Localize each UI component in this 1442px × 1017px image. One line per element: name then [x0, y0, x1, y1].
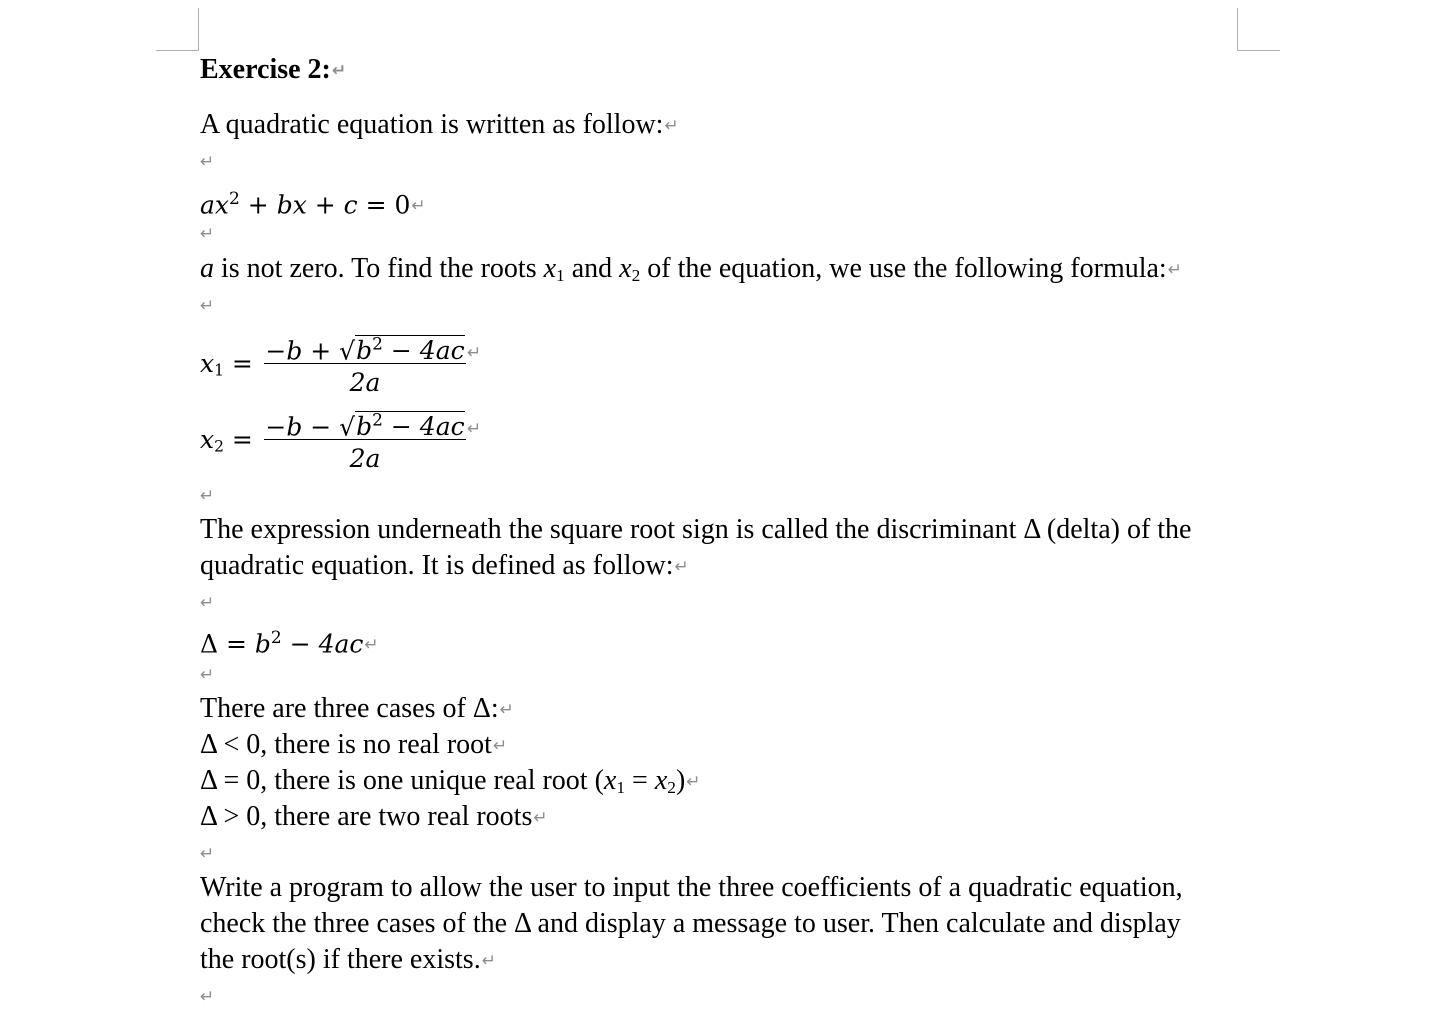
radicand: [355, 411, 465, 441]
variable-x: x: [200, 425, 215, 454]
plus-sign: +: [306, 190, 344, 220]
square-root: [339, 327, 464, 369]
radical-sign-icon: √: [339, 412, 356, 442]
task-paragraph-line3[interactable]: [200, 942, 496, 981]
variable-x: x: [654, 765, 668, 796]
formula-x2-fraction: [264, 403, 466, 476]
intro-text: A quadratic equation is written as follow:: [200, 109, 664, 140]
paragraph-mark-icon: ↵: [664, 116, 679, 136]
task-text: Write a program to allow the user to input the three coefficients of a quadratic equation,: [200, 872, 1183, 903]
exponent: 2: [372, 411, 383, 431]
closing-paren: ): [675, 765, 686, 796]
paragraph-mark-icon: ↵: [200, 987, 215, 1007]
radicand-rest: − 4ac: [382, 336, 465, 366]
coefficient-b: b: [276, 190, 293, 220]
equals-sign: =: [223, 425, 253, 454]
paragraph-mark-icon: ↵: [331, 61, 347, 81]
paragraph-mark-icon: ↵: [200, 593, 215, 613]
roots-paragraph[interactable]: [200, 251, 1182, 294]
empty-paragraph[interactable]: [200, 143, 214, 182]
numerator-prefix: −b +: [265, 336, 340, 366]
equals-sign: =: [357, 190, 395, 220]
radical-sign-icon: √: [339, 336, 356, 366]
variable-x: x: [214, 190, 230, 220]
radicand: [355, 335, 465, 365]
empty-paragraph[interactable]: [200, 215, 214, 254]
paragraph-mark-icon: ↵: [364, 635, 379, 656]
roots-text-part2: of the equation, we use the following formula:: [640, 253, 1167, 284]
formula-x1-numerator: [264, 327, 466, 366]
radicand-rest: − 4ac: [382, 412, 465, 442]
variable-x: x: [603, 765, 617, 796]
and-text: and: [564, 253, 620, 284]
discriminant-text: quadratic equation. It is defined as follow:: [200, 550, 674, 581]
numerator-prefix: −b −: [265, 412, 340, 442]
empty-paragraph[interactable]: [200, 477, 214, 516]
variable-x: x: [292, 190, 307, 220]
plus-sign: +: [239, 190, 277, 220]
paragraph-mark-icon: ↵: [200, 152, 215, 172]
subscript-2: 2: [667, 777, 676, 797]
quadratic-equation[interactable]: [200, 181, 426, 226]
paragraph-mark-icon: ↵: [200, 486, 215, 506]
coefficient-a: a: [200, 190, 215, 220]
formula-x2-numerator: [264, 403, 466, 442]
variable-x: x: [619, 253, 632, 284]
task-text: the root(s) if there exists.: [200, 944, 481, 975]
variable-x: x: [543, 253, 557, 284]
paragraph-mark-icon: ↵: [200, 296, 215, 316]
paragraph-mark-icon: ↵: [200, 224, 215, 244]
subscript-1: 1: [616, 777, 626, 797]
formula-x1-fraction: [264, 327, 466, 400]
heading-text: Exercise 2:: [200, 54, 331, 85]
subscript-1: 1: [556, 265, 565, 285]
case-negative-text: Δ < 0, there is no real root: [200, 729, 492, 760]
delta-definition[interactable]: [200, 620, 379, 665]
square-root: [339, 403, 464, 445]
paragraph-mark-icon: ↵: [200, 665, 215, 685]
subscript-1: 1: [214, 361, 224, 380]
intro-paragraph[interactable]: [200, 107, 679, 146]
formula-x2-denominator: 2a: [349, 444, 381, 473]
empty-paragraph[interactable]: [200, 656, 214, 695]
case-positive[interactable]: [200, 799, 548, 838]
discriminant-text: The expression underneath the square root sign is called the discriminant Δ (delta) of the: [200, 514, 1192, 545]
exponent: 2: [270, 628, 282, 648]
paragraph-mark-icon: ↵: [467, 343, 482, 363]
paragraph-mark-icon: ↵: [481, 951, 496, 971]
delta-symbol: Δ: [200, 629, 219, 659]
paragraph-mark-icon: ↵: [467, 419, 482, 439]
zero: 0: [394, 190, 411, 220]
empty-paragraph[interactable]: [200, 287, 214, 326]
task-paragraph-line2[interactable]: [200, 906, 1181, 942]
paragraph-mark-icon: ↵: [499, 700, 514, 720]
case-zero-text: Δ = 0, there is one unique real root (: [200, 765, 604, 796]
exercise-heading[interactable]: [200, 52, 346, 91]
paragraph-mark-icon: ↵: [1167, 260, 1182, 280]
variable-x: x: [200, 349, 215, 378]
empty-paragraph[interactable]: [200, 835, 214, 874]
coefficient-a: a: [200, 253, 214, 284]
case-positive-text: Δ > 0, there are two real roots: [200, 801, 533, 832]
discriminant-paragraph-line1[interactable]: [200, 512, 1191, 548]
delta-rest: − 4ac: [281, 629, 364, 659]
equals-sign: =: [625, 765, 655, 796]
subscript-2: 2: [214, 437, 224, 456]
coefficient-c: c: [343, 190, 358, 220]
empty-paragraph[interactable]: [200, 584, 214, 623]
exponent: 2: [229, 189, 240, 209]
paragraph-mark-icon: ↵: [533, 808, 548, 828]
paragraph-mark-icon: ↵: [411, 196, 426, 217]
paragraph-mark-icon: ↵: [674, 557, 689, 577]
coefficient-b: b: [356, 336, 373, 366]
paragraph-mark-icon: ↵: [686, 772, 701, 792]
task-text: check the three cases of the Δ and display a message to user. Then calculate and display: [200, 908, 1181, 939]
formula-x2-lhs: [200, 425, 253, 455]
coefficient-b: b: [254, 629, 271, 659]
coefficient-b: b: [356, 412, 373, 442]
roots-text-part1: is not zero. To find the roots: [214, 253, 544, 284]
equals-sign: =: [218, 629, 255, 659]
paragraph-mark-icon: ↵: [200, 844, 215, 864]
paragraph-mark-icon: ↵: [492, 736, 508, 756]
formula-x1-lhs: [200, 349, 253, 379]
case-negative[interactable]: [200, 727, 507, 766]
page-margin-corner-top-right: [1237, 8, 1280, 51]
cases-intro-text: There are three cases of Δ:: [200, 693, 499, 724]
empty-paragraph[interactable]: [200, 978, 214, 1017]
formula-x1-denominator: 2a: [349, 368, 381, 397]
task-paragraph-line1[interactable]: [200, 870, 1183, 906]
subscript-2: 2: [631, 265, 641, 285]
page-margin-corner-top-left: [156, 8, 199, 51]
discriminant-paragraph-line2[interactable]: [200, 548, 689, 587]
equals-sign: =: [223, 349, 253, 378]
exponent: 2: [372, 335, 383, 355]
cases-intro[interactable]: [200, 691, 514, 730]
